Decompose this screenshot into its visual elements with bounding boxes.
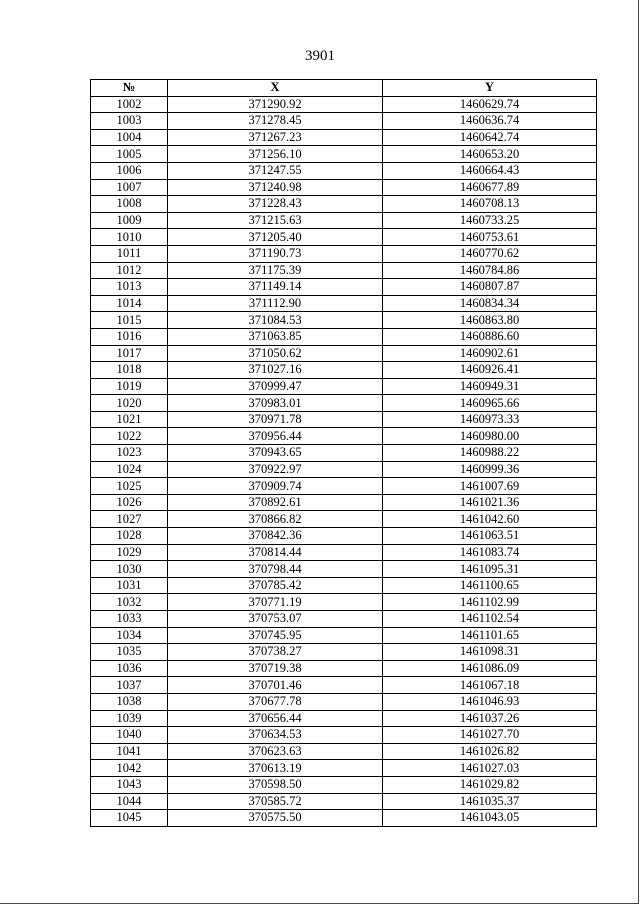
cell-x: 371175.39: [168, 262, 383, 279]
cell-x: 370892.61: [168, 494, 383, 511]
cell-x: 371112.90: [168, 295, 383, 312]
table-row: [91, 362, 597, 379]
cell-x: 371063.85: [168, 328, 383, 345]
cell-y: 1460886.60: [383, 328, 597, 345]
table-row: [91, 229, 597, 246]
cell-point-number: 1033: [91, 611, 168, 628]
table-row: [91, 528, 597, 545]
table-row: [91, 776, 597, 793]
coordinates-table: [90, 79, 597, 827]
cell-y: 1461035.37: [383, 793, 597, 810]
cell-point-number: 1007: [91, 179, 168, 196]
cell-x: 370771.19: [168, 594, 383, 611]
cell-y: 1461026.82: [383, 743, 597, 760]
cell-point-number: 1005: [91, 146, 168, 163]
cell-x: 370842.36: [168, 528, 383, 545]
cell-y: 1461042.60: [383, 511, 597, 528]
cell-point-number: 1041: [91, 743, 168, 760]
cell-x: 371050.62: [168, 345, 383, 362]
table-row: [91, 810, 597, 827]
cell-point-number: 1003: [91, 113, 168, 130]
cell-y: 1461086.09: [383, 660, 597, 677]
cell-y: 1460784.86: [383, 262, 597, 279]
cell-x: 371267.23: [168, 129, 383, 146]
cell-x: 371149.14: [168, 279, 383, 296]
cell-x: 371278.45: [168, 113, 383, 130]
cell-y: 1460863.80: [383, 312, 597, 329]
cell-point-number: 1037: [91, 677, 168, 694]
cell-point-number: 1028: [91, 528, 168, 545]
table-row: [91, 312, 597, 329]
cell-point-number: 1040: [91, 727, 168, 744]
cell-x: 370753.07: [168, 611, 383, 628]
table-row: [91, 428, 597, 445]
table-row: [91, 461, 597, 478]
cell-x: 370999.47: [168, 378, 383, 395]
cell-point-number: 1038: [91, 693, 168, 710]
cell-point-number: 1014: [91, 295, 168, 312]
table-row: [91, 544, 597, 561]
cell-x: 370909.74: [168, 478, 383, 495]
cell-y: 1461029.82: [383, 776, 597, 793]
table-row: [91, 295, 597, 312]
cell-point-number: 1016: [91, 328, 168, 345]
cell-point-number: 1021: [91, 411, 168, 428]
table-row: [91, 445, 597, 462]
cell-point-number: 1027: [91, 511, 168, 528]
cell-y: 1461102.54: [383, 611, 597, 628]
cell-x: 371290.92: [168, 96, 383, 113]
table-row: [91, 378, 597, 395]
table-row: [91, 279, 597, 296]
cell-y: 1460677.89: [383, 179, 597, 196]
cell-x: 371256.10: [168, 146, 383, 163]
cell-y: 1460988.22: [383, 445, 597, 462]
cell-point-number: 1022: [91, 428, 168, 445]
cell-point-number: 1019: [91, 378, 168, 395]
cell-x: 370575.50: [168, 810, 383, 827]
cell-point-number: 1009: [91, 212, 168, 229]
cell-y: 1461043.05: [383, 810, 597, 827]
table-row: [91, 113, 597, 130]
cell-point-number: 1012: [91, 262, 168, 279]
cell-point-number: 1006: [91, 162, 168, 179]
column-header-y: Y: [383, 80, 597, 97]
column-header-number: №: [91, 80, 168, 97]
cell-x: 370745.95: [168, 627, 383, 644]
cell-x: 371084.53: [168, 312, 383, 329]
page-number: 3901: [305, 48, 335, 64]
table-row: [91, 727, 597, 744]
table-row: [91, 162, 597, 179]
cell-x: 371240.98: [168, 179, 383, 196]
cell-point-number: 1013: [91, 279, 168, 296]
table-row: [91, 677, 597, 694]
table-row: [91, 96, 597, 113]
cell-x: 371190.73: [168, 245, 383, 262]
cell-y: 1461007.69: [383, 478, 597, 495]
cell-y: 1461046.93: [383, 693, 597, 710]
cell-y: 1460902.61: [383, 345, 597, 362]
cell-y: 1460708.13: [383, 196, 597, 213]
cell-x: 371228.43: [168, 196, 383, 213]
cell-y: 1460636.74: [383, 113, 597, 130]
cell-y: 1460980.00: [383, 428, 597, 445]
cell-point-number: 1024: [91, 461, 168, 478]
table-row: [91, 494, 597, 511]
cell-y: 1460642.74: [383, 129, 597, 146]
table-row: [91, 345, 597, 362]
table-row: [91, 245, 597, 262]
cell-y: 1461098.31: [383, 644, 597, 661]
cell-y: 1460629.74: [383, 96, 597, 113]
cell-y: 1461063.51: [383, 528, 597, 545]
cell-y: 1460999.36: [383, 461, 597, 478]
cell-y: 1460807.87: [383, 279, 597, 296]
cell-y: 1461095.31: [383, 561, 597, 578]
table-row: [91, 212, 597, 229]
table-row: [91, 594, 597, 611]
cell-point-number: 1029: [91, 544, 168, 561]
cell-x: 370866.82: [168, 511, 383, 528]
table-row: [91, 693, 597, 710]
cell-point-number: 1032: [91, 594, 168, 611]
table-row: [91, 146, 597, 163]
cell-x: 370983.01: [168, 395, 383, 412]
table-row: [91, 478, 597, 495]
cell-x: 370623.63: [168, 743, 383, 760]
cell-x: 370738.27: [168, 644, 383, 661]
cell-point-number: 1039: [91, 710, 168, 727]
cell-point-number: 1015: [91, 312, 168, 329]
cell-point-number: 1020: [91, 395, 168, 412]
cell-point-number: 1035: [91, 644, 168, 661]
cell-x: 370943.65: [168, 445, 383, 462]
cell-x: 370677.78: [168, 693, 383, 710]
table-row: [91, 710, 597, 727]
table-body: [91, 96, 597, 826]
table-row: [91, 411, 597, 428]
cell-y: 1460834.34: [383, 295, 597, 312]
cell-y: 1460664.43: [383, 162, 597, 179]
cell-y: 1460653.20: [383, 146, 597, 163]
table-row: [91, 262, 597, 279]
cell-point-number: 1004: [91, 129, 168, 146]
cell-y: 1461100.65: [383, 577, 597, 594]
table-row: [91, 743, 597, 760]
cell-point-number: 1018: [91, 362, 168, 379]
table-row: [91, 196, 597, 213]
cell-y: 1461027.03: [383, 760, 597, 777]
table-row: [91, 511, 597, 528]
cell-y: 1460965.66: [383, 395, 597, 412]
column-header-x: X: [168, 80, 383, 97]
cell-x: 371027.16: [168, 362, 383, 379]
cell-x: 370701.46: [168, 677, 383, 694]
table-row: [91, 793, 597, 810]
cell-x: 370585.72: [168, 793, 383, 810]
table-row: [91, 611, 597, 628]
cell-x: 370971.78: [168, 411, 383, 428]
cell-point-number: 1043: [91, 776, 168, 793]
table-row: [91, 760, 597, 777]
cell-y: 1460926.41: [383, 362, 597, 379]
cell-y: 1460733.25: [383, 212, 597, 229]
cell-x: 371205.40: [168, 229, 383, 246]
cell-y: 1460949.31: [383, 378, 597, 395]
cell-y: 1461037.26: [383, 710, 597, 727]
table-row: [91, 328, 597, 345]
table-header-row: [91, 80, 597, 97]
cell-point-number: 1017: [91, 345, 168, 362]
cell-x: 370814.44: [168, 544, 383, 561]
table-row: [91, 179, 597, 196]
cell-point-number: 1025: [91, 478, 168, 495]
cell-y: 1461021.36: [383, 494, 597, 511]
cell-y: 1460753.61: [383, 229, 597, 246]
cell-x: 370922.97: [168, 461, 383, 478]
cell-y: 1460770.62: [383, 245, 597, 262]
table-row: [91, 129, 597, 146]
cell-point-number: 1011: [91, 245, 168, 262]
table-row: [91, 395, 597, 412]
cell-point-number: 1031: [91, 577, 168, 594]
cell-x: 370613.19: [168, 760, 383, 777]
cell-point-number: 1044: [91, 793, 168, 810]
cell-y: 1461083.74: [383, 544, 597, 561]
cell-x: 370656.44: [168, 710, 383, 727]
cell-point-number: 1002: [91, 96, 168, 113]
cell-point-number: 1036: [91, 660, 168, 677]
cell-point-number: 1008: [91, 196, 168, 213]
cell-x: 370798.44: [168, 561, 383, 578]
table-row: [91, 577, 597, 594]
cell-y: 1461067.18: [383, 677, 597, 694]
cell-x: 370634.53: [168, 727, 383, 744]
table-row: [91, 627, 597, 644]
cell-point-number: 1026: [91, 494, 168, 511]
table-row: [91, 644, 597, 661]
cell-x: 370956.44: [168, 428, 383, 445]
table-row: [91, 561, 597, 578]
cell-point-number: 1010: [91, 229, 168, 246]
cell-x: 371215.63: [168, 212, 383, 229]
cell-point-number: 1042: [91, 760, 168, 777]
table-row: [91, 660, 597, 677]
cell-x: 370598.50: [168, 776, 383, 793]
cell-y: 1461102.99: [383, 594, 597, 611]
cell-y: 1460973.33: [383, 411, 597, 428]
cell-point-number: 1045: [91, 810, 168, 827]
cell-x: 371247.55: [168, 162, 383, 179]
cell-x: 370719.38: [168, 660, 383, 677]
cell-x: 370785.42: [168, 577, 383, 594]
cell-y: 1461101.65: [383, 627, 597, 644]
cell-point-number: 1030: [91, 561, 168, 578]
cell-point-number: 1023: [91, 445, 168, 462]
cell-y: 1461027.70: [383, 727, 597, 744]
cell-point-number: 1034: [91, 627, 168, 644]
